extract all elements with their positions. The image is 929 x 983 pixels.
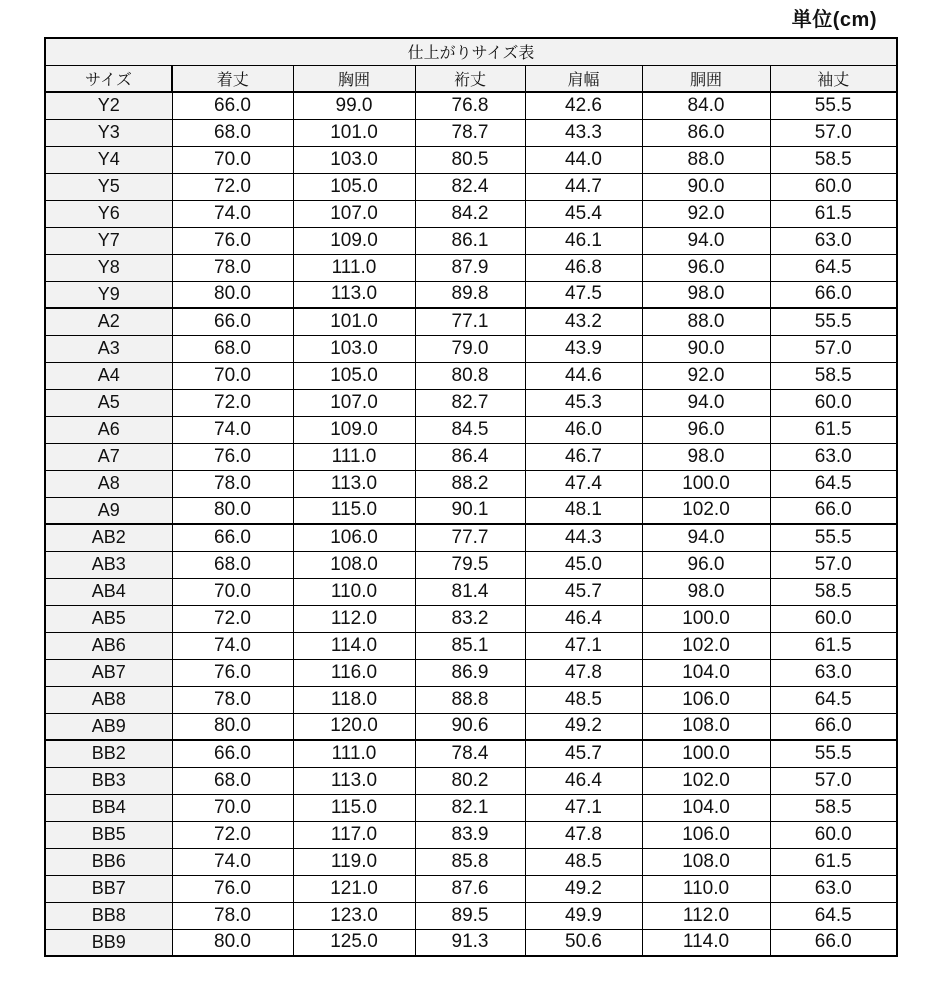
value-cell: 96.0	[642, 551, 770, 578]
size-cell: A5	[45, 389, 172, 416]
size-cell: A7	[45, 443, 172, 470]
value-cell: 114.0	[642, 929, 770, 956]
value-cell: 70.0	[172, 578, 293, 605]
table-row	[45, 902, 897, 929]
value-cell: 44.6	[525, 362, 642, 389]
value-cell: 61.5	[770, 848, 897, 875]
value-cell: 72.0	[172, 821, 293, 848]
value-cell: 125.0	[293, 929, 415, 956]
value-cell: 78.0	[172, 254, 293, 281]
size-cell: BB3	[45, 767, 172, 794]
value-cell: 48.1	[525, 497, 642, 524]
value-cell: 83.2	[415, 605, 525, 632]
size-cell: Y9	[45, 281, 172, 308]
value-cell: 58.5	[770, 146, 897, 173]
table-row	[45, 794, 897, 821]
size-cell: Y4	[45, 146, 172, 173]
value-cell: 123.0	[293, 902, 415, 929]
value-cell: 44.0	[525, 146, 642, 173]
value-cell: 66.0	[172, 308, 293, 335]
size-cell: AB5	[45, 605, 172, 632]
unit-label: 単位(cm)	[791, 9, 877, 31]
value-cell: 87.6	[415, 875, 525, 902]
value-cell: 66.0	[770, 497, 897, 524]
column-header-4: 肩幅	[525, 65, 642, 92]
value-cell: 113.0	[293, 281, 415, 308]
table-row	[45, 335, 897, 362]
value-cell: 46.0	[525, 416, 642, 443]
value-cell: 44.3	[525, 524, 642, 551]
value-cell: 49.2	[525, 875, 642, 902]
value-cell: 44.7	[525, 173, 642, 200]
value-cell: 72.0	[172, 605, 293, 632]
value-cell: 55.5	[770, 524, 897, 551]
value-cell: 106.0	[642, 686, 770, 713]
value-cell: 46.8	[525, 254, 642, 281]
value-cell: 76.8	[415, 92, 525, 119]
value-cell: 108.0	[642, 713, 770, 740]
table-row	[45, 605, 897, 632]
value-cell: 78.0	[172, 470, 293, 497]
value-cell: 64.5	[770, 902, 897, 929]
value-cell: 78.0	[172, 902, 293, 929]
value-cell: 74.0	[172, 632, 293, 659]
value-cell: 68.0	[172, 767, 293, 794]
value-cell: 76.0	[172, 227, 293, 254]
table-row	[45, 524, 897, 551]
value-cell: 112.0	[293, 605, 415, 632]
value-cell: 118.0	[293, 686, 415, 713]
value-cell: 48.5	[525, 848, 642, 875]
value-cell: 88.8	[415, 686, 525, 713]
value-cell: 74.0	[172, 200, 293, 227]
value-cell: 80.0	[172, 929, 293, 956]
value-cell: 109.0	[293, 416, 415, 443]
table-row	[45, 92, 897, 119]
value-cell: 64.5	[770, 254, 897, 281]
table-row	[45, 875, 897, 902]
value-cell: 61.5	[770, 416, 897, 443]
value-cell: 92.0	[642, 200, 770, 227]
value-cell: 47.1	[525, 632, 642, 659]
value-cell: 109.0	[293, 227, 415, 254]
value-cell: 57.0	[770, 551, 897, 578]
value-cell: 80.2	[415, 767, 525, 794]
value-cell: 98.0	[642, 443, 770, 470]
table-row	[45, 362, 897, 389]
table-row	[45, 416, 897, 443]
value-cell: 94.0	[642, 227, 770, 254]
value-cell: 60.0	[770, 605, 897, 632]
column-header-6: 袖丈	[770, 65, 897, 92]
table-row	[45, 470, 897, 497]
value-cell: 111.0	[293, 740, 415, 767]
table-row	[45, 497, 897, 524]
table-row	[45, 578, 897, 605]
table-title-row	[45, 38, 897, 65]
value-cell: 110.0	[642, 875, 770, 902]
value-cell: 55.5	[770, 92, 897, 119]
value-cell: 105.0	[293, 362, 415, 389]
value-cell: 77.7	[415, 524, 525, 551]
size-cell: BB6	[45, 848, 172, 875]
value-cell: 79.5	[415, 551, 525, 578]
value-cell: 43.9	[525, 335, 642, 362]
column-header-2: 胸囲	[293, 65, 415, 92]
value-cell: 104.0	[642, 794, 770, 821]
value-cell: 107.0	[293, 200, 415, 227]
table-row	[45, 389, 897, 416]
table-row	[45, 551, 897, 578]
value-cell: 80.0	[172, 713, 293, 740]
value-cell: 46.7	[525, 443, 642, 470]
size-cell: BB2	[45, 740, 172, 767]
value-cell: 66.0	[770, 281, 897, 308]
table-header-row	[45, 65, 897, 92]
column-header-5: 胴囲	[642, 65, 770, 92]
value-cell: 107.0	[293, 389, 415, 416]
size-cell: Y5	[45, 173, 172, 200]
value-cell: 78.0	[172, 686, 293, 713]
value-cell: 90.6	[415, 713, 525, 740]
size-cell: AB2	[45, 524, 172, 551]
value-cell: 64.5	[770, 686, 897, 713]
value-cell: 110.0	[293, 578, 415, 605]
value-cell: 47.8	[525, 821, 642, 848]
value-cell: 113.0	[293, 470, 415, 497]
table-row	[45, 713, 897, 740]
value-cell: 80.0	[172, 497, 293, 524]
value-cell: 60.0	[770, 821, 897, 848]
size-cell: A8	[45, 470, 172, 497]
value-cell: 80.5	[415, 146, 525, 173]
value-cell: 66.0	[172, 524, 293, 551]
value-cell: 86.1	[415, 227, 525, 254]
value-cell: 84.2	[415, 200, 525, 227]
size-cell: Y8	[45, 254, 172, 281]
value-cell: 55.5	[770, 308, 897, 335]
value-cell: 80.0	[172, 281, 293, 308]
value-cell: 58.5	[770, 578, 897, 605]
value-cell: 45.7	[525, 740, 642, 767]
value-cell: 86.9	[415, 659, 525, 686]
value-cell: 90.1	[415, 497, 525, 524]
value-cell: 58.5	[770, 362, 897, 389]
value-cell: 64.5	[770, 470, 897, 497]
value-cell: 84.0	[642, 92, 770, 119]
value-cell: 66.0	[172, 92, 293, 119]
value-cell: 100.0	[642, 470, 770, 497]
value-cell: 120.0	[293, 713, 415, 740]
size-cell: BB5	[45, 821, 172, 848]
value-cell: 111.0	[293, 443, 415, 470]
size-cell: Y7	[45, 227, 172, 254]
size-cell: AB9	[45, 713, 172, 740]
value-cell: 48.5	[525, 686, 642, 713]
value-cell: 85.1	[415, 632, 525, 659]
value-cell: 87.9	[415, 254, 525, 281]
table-row	[45, 929, 897, 956]
value-cell: 61.5	[770, 632, 897, 659]
value-cell: 106.0	[642, 821, 770, 848]
value-cell: 43.3	[525, 119, 642, 146]
value-cell: 80.8	[415, 362, 525, 389]
value-cell: 55.5	[770, 740, 897, 767]
value-cell: 68.0	[172, 119, 293, 146]
value-cell: 102.0	[642, 767, 770, 794]
value-cell: 103.0	[293, 146, 415, 173]
value-cell: 98.0	[642, 281, 770, 308]
table-row	[45, 686, 897, 713]
size-cell: A4	[45, 362, 172, 389]
value-cell: 77.1	[415, 308, 525, 335]
value-cell: 117.0	[293, 821, 415, 848]
value-cell: 89.5	[415, 902, 525, 929]
table-body	[45, 92, 897, 956]
value-cell: 70.0	[172, 794, 293, 821]
value-cell: 98.0	[642, 578, 770, 605]
value-cell: 58.5	[770, 794, 897, 821]
value-cell: 76.0	[172, 875, 293, 902]
value-cell: 72.0	[172, 173, 293, 200]
value-cell: 45.3	[525, 389, 642, 416]
value-cell: 63.0	[770, 443, 897, 470]
column-header-3: 裄丈	[415, 65, 525, 92]
size-cell: AB3	[45, 551, 172, 578]
value-cell: 45.4	[525, 200, 642, 227]
value-cell: 76.0	[172, 659, 293, 686]
table-row	[45, 146, 897, 173]
value-cell: 113.0	[293, 767, 415, 794]
size-cell: BB7	[45, 875, 172, 902]
value-cell: 90.0	[642, 173, 770, 200]
value-cell: 108.0	[642, 848, 770, 875]
value-cell: 96.0	[642, 416, 770, 443]
table-row	[45, 740, 897, 767]
value-cell: 88.0	[642, 146, 770, 173]
column-header-0: サイズ	[45, 65, 172, 92]
value-cell: 43.2	[525, 308, 642, 335]
table-row	[45, 281, 897, 308]
value-cell: 102.0	[642, 497, 770, 524]
table-title: 仕上がりサイズ表	[45, 38, 897, 65]
value-cell: 115.0	[293, 497, 415, 524]
value-cell: 94.0	[642, 524, 770, 551]
table-row	[45, 119, 897, 146]
value-cell: 102.0	[642, 632, 770, 659]
size-table	[44, 37, 898, 957]
value-cell: 91.3	[415, 929, 525, 956]
value-cell: 81.4	[415, 578, 525, 605]
size-cell: AB7	[45, 659, 172, 686]
value-cell: 85.8	[415, 848, 525, 875]
value-cell: 61.5	[770, 200, 897, 227]
value-cell: 116.0	[293, 659, 415, 686]
value-cell: 105.0	[293, 173, 415, 200]
value-cell: 47.4	[525, 470, 642, 497]
value-cell: 46.1	[525, 227, 642, 254]
value-cell: 100.0	[642, 605, 770, 632]
table-row	[45, 821, 897, 848]
value-cell: 74.0	[172, 848, 293, 875]
value-cell: 90.0	[642, 335, 770, 362]
value-cell: 72.0	[172, 389, 293, 416]
value-cell: 49.9	[525, 902, 642, 929]
size-cell: BB9	[45, 929, 172, 956]
value-cell: 79.0	[415, 335, 525, 362]
size-cell: A6	[45, 416, 172, 443]
size-cell: BB4	[45, 794, 172, 821]
value-cell: 96.0	[642, 254, 770, 281]
size-cell: A9	[45, 497, 172, 524]
table-row	[45, 308, 897, 335]
value-cell: 106.0	[293, 524, 415, 551]
value-cell: 57.0	[770, 767, 897, 794]
value-cell: 99.0	[293, 92, 415, 119]
value-cell: 45.0	[525, 551, 642, 578]
value-cell: 57.0	[770, 335, 897, 362]
value-cell: 60.0	[770, 389, 897, 416]
value-cell: 63.0	[770, 875, 897, 902]
value-cell: 45.7	[525, 578, 642, 605]
value-cell: 47.1	[525, 794, 642, 821]
column-header-1: 着丈	[172, 65, 293, 92]
value-cell: 50.6	[525, 929, 642, 956]
value-cell: 76.0	[172, 443, 293, 470]
value-cell: 101.0	[293, 308, 415, 335]
table-row	[45, 200, 897, 227]
table-row	[45, 227, 897, 254]
table-row	[45, 659, 897, 686]
value-cell: 46.4	[525, 605, 642, 632]
value-cell: 42.6	[525, 92, 642, 119]
value-cell: 68.0	[172, 551, 293, 578]
value-cell: 94.0	[642, 389, 770, 416]
size-cell: A3	[45, 335, 172, 362]
size-cell: AB4	[45, 578, 172, 605]
table-row	[45, 443, 897, 470]
value-cell: 70.0	[172, 146, 293, 173]
value-cell: 104.0	[642, 659, 770, 686]
value-cell: 63.0	[770, 659, 897, 686]
value-cell: 111.0	[293, 254, 415, 281]
value-cell: 108.0	[293, 551, 415, 578]
value-cell: 82.7	[415, 389, 525, 416]
size-cell: Y2	[45, 92, 172, 119]
value-cell: 47.8	[525, 659, 642, 686]
value-cell: 86.4	[415, 443, 525, 470]
value-cell: 78.4	[415, 740, 525, 767]
value-cell: 57.0	[770, 119, 897, 146]
value-cell: 101.0	[293, 119, 415, 146]
value-cell: 46.4	[525, 767, 642, 794]
value-cell: 60.0	[770, 173, 897, 200]
value-cell: 78.7	[415, 119, 525, 146]
value-cell: 88.0	[642, 308, 770, 335]
value-cell: 49.2	[525, 713, 642, 740]
value-cell: 86.0	[642, 119, 770, 146]
value-cell: 88.2	[415, 470, 525, 497]
value-cell: 63.0	[770, 227, 897, 254]
value-cell: 121.0	[293, 875, 415, 902]
value-cell: 84.5	[415, 416, 525, 443]
value-cell: 114.0	[293, 632, 415, 659]
value-cell: 47.5	[525, 281, 642, 308]
size-cell: AB6	[45, 632, 172, 659]
value-cell: 66.0	[172, 740, 293, 767]
table-row	[45, 848, 897, 875]
value-cell: 103.0	[293, 335, 415, 362]
size-cell: A2	[45, 308, 172, 335]
size-cell: Y3	[45, 119, 172, 146]
table-row	[45, 767, 897, 794]
size-cell: AB8	[45, 686, 172, 713]
value-cell: 66.0	[770, 929, 897, 956]
value-cell: 92.0	[642, 362, 770, 389]
value-cell: 83.9	[415, 821, 525, 848]
value-cell: 112.0	[642, 902, 770, 929]
table-row	[45, 173, 897, 200]
value-cell: 66.0	[770, 713, 897, 740]
value-cell: 100.0	[642, 740, 770, 767]
value-cell: 70.0	[172, 362, 293, 389]
value-cell: 68.0	[172, 335, 293, 362]
size-cell: BB8	[45, 902, 172, 929]
value-cell: 74.0	[172, 416, 293, 443]
value-cell: 119.0	[293, 848, 415, 875]
table-row	[45, 632, 897, 659]
table-row	[45, 254, 897, 281]
size-cell: Y6	[45, 200, 172, 227]
value-cell: 115.0	[293, 794, 415, 821]
value-cell: 82.1	[415, 794, 525, 821]
value-cell: 89.8	[415, 281, 525, 308]
value-cell: 82.4	[415, 173, 525, 200]
